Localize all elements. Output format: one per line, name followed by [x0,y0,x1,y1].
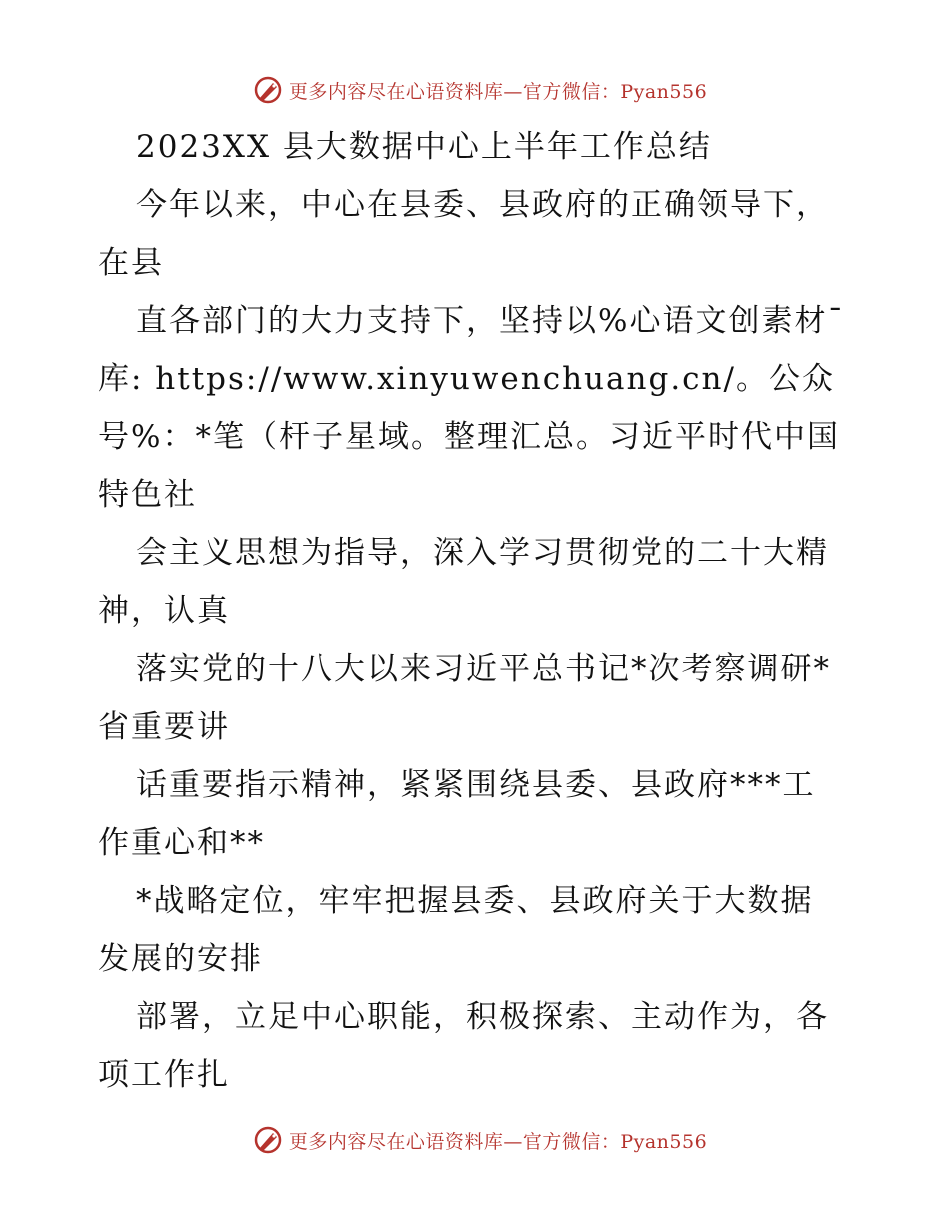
document-body [98,118,858,1104]
text-line: 特色社 [98,477,197,513]
text-line: 号%：*笔（杆子星域。整理汇总。习近平时代中国 [98,419,840,455]
text-line: 落实党的十八大以来习近平总书记*次考察调研* [136,651,831,687]
text-line: 今年以来，中心在县委、县政府的正确领导下， [136,187,829,223]
text-line: 直各部门的大力支持下，坚持以%心语文创素材¯ [136,303,845,339]
text-line: *战略定位，牢牢把握县委、县政府关于大数据 [136,883,814,919]
text-line: 神，认真 [98,593,230,629]
footer-watermark-text: 更多内容尽在心语资料库—官方微信：Pyan556 [288,1130,708,1153]
text-line: 作重心和** [98,825,265,861]
text-line: 部署，立足中心职能，积极探索、主动作为，各 [136,999,829,1035]
footer-watermark-banner [0,1120,950,1160]
pen-nib-logo-icon [253,1125,283,1155]
text-line: 会主义思想为指导，深入学习贯彻党的二十大精 [136,535,829,571]
text-line: 发展的安排 [98,941,263,977]
text-line: 项工作扎 [98,1057,230,1093]
text-line: 库: https://www.xinyuwenchuang.cn/。公众 [98,361,835,397]
pen-nib-logo-icon [253,75,283,105]
text-line: 话重要指示精神，紧紧围绕县委、县政府***工 [136,767,816,803]
text-line: 在县 [98,245,164,281]
text-line: 省重要讲 [98,709,230,745]
header-watermark-banner [0,70,950,110]
document-title: 2023XX 县大数据中心上半年工作总结 [136,129,712,165]
header-watermark-text: 更多内容尽在心语资料库—官方微信：Pyan556 [288,80,708,103]
